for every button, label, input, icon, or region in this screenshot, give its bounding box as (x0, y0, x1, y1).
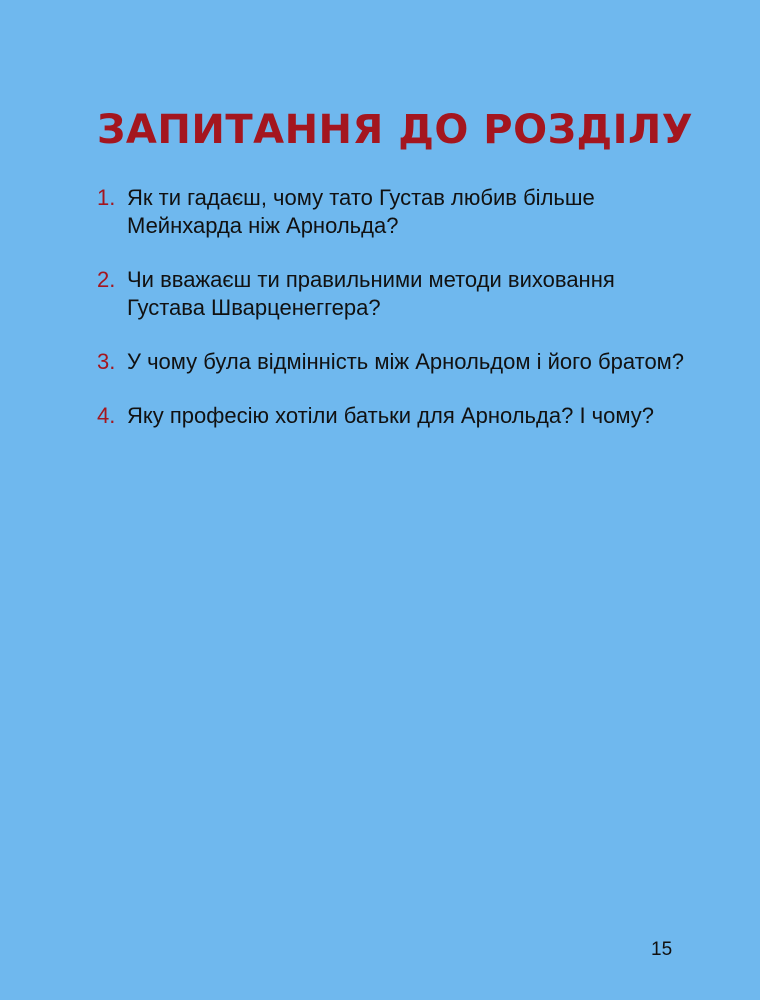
question-number: 3. (97, 349, 116, 374)
question-item-3 (97, 348, 717, 376)
question-number: 2. (97, 267, 116, 292)
page-number: 15 (651, 939, 673, 960)
chapter-questions-title: ЗАПИТАННЯ ДО РОЗДІЛУ (97, 107, 694, 153)
question-number: 4. (97, 403, 116, 428)
question-item-1 (97, 184, 717, 240)
question-text: Як ти гадаєш, чому тато Густав любив більше Мейнхарда ніж Арнольда? (127, 185, 595, 238)
question-text: Яку професію хотіли батьки для Арнольда? І чому? (127, 403, 654, 428)
question-item-2 (97, 266, 717, 322)
question-item-4 (97, 402, 717, 430)
question-text: У чому була відмінність між Арнольдом і його братом? (127, 349, 685, 374)
questions-list (97, 184, 717, 456)
question-text: Чи вважаєш ти правильними методи виховання Густава Шварценеггера? (127, 267, 615, 320)
question-number: 1. (97, 185, 116, 210)
